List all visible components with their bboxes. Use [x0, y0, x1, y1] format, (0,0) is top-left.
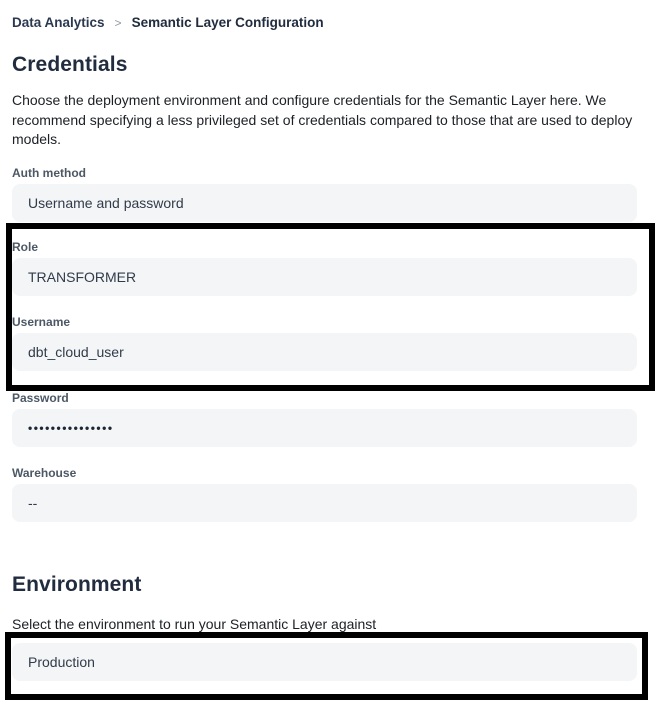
- password-field-group: [12, 391, 637, 447]
- breadcrumb-item-semantic-layer-configuration: Semantic Layer Configuration: [131, 15, 324, 30]
- username-label: Username: [12, 314, 71, 329]
- environment-highlight-group: [12, 643, 637, 681]
- username-field-group: [12, 315, 637, 371]
- environment-field-group: [12, 643, 637, 681]
- password-input[interactable]: •••••••••••••••: [12, 409, 637, 447]
- auth-method-input[interactable]: Username and password: [12, 184, 637, 222]
- username-input[interactable]: dbt_cloud_user: [12, 333, 637, 371]
- warehouse-field-group: [12, 466, 637, 522]
- role-field-group: [12, 240, 637, 296]
- password-label: Password: [12, 390, 69, 405]
- environment-section-title: Environment: [12, 572, 142, 596]
- breadcrumb: [12, 14, 637, 31]
- chevron-right-icon: >: [114, 15, 122, 30]
- warehouse-input[interactable]: --: [12, 484, 637, 522]
- environment-select[interactable]: Production: [12, 643, 637, 681]
- environment-section-description: Select the environment to run your Semantic Layer against: [12, 615, 377, 632]
- role-username-highlight-group: [12, 240, 637, 371]
- warehouse-label: Warehouse: [12, 465, 77, 480]
- credentials-section-description: Choose the deployment environment and configure credentials for the Semantic Layer here. We recommend specifying a less privileged set of credentials compared to those that are used to deploy models.: [12, 92, 633, 148]
- role-label: Role: [12, 239, 39, 254]
- breadcrumb-item-data-analytics[interactable]: Data Analytics: [12, 15, 105, 30]
- auth-method-label: Auth method: [12, 165, 86, 180]
- auth-method-field-group: [12, 166, 637, 222]
- role-input[interactable]: TRANSFORMER: [12, 258, 637, 296]
- credentials-section-title: Credentials: [12, 53, 128, 76]
